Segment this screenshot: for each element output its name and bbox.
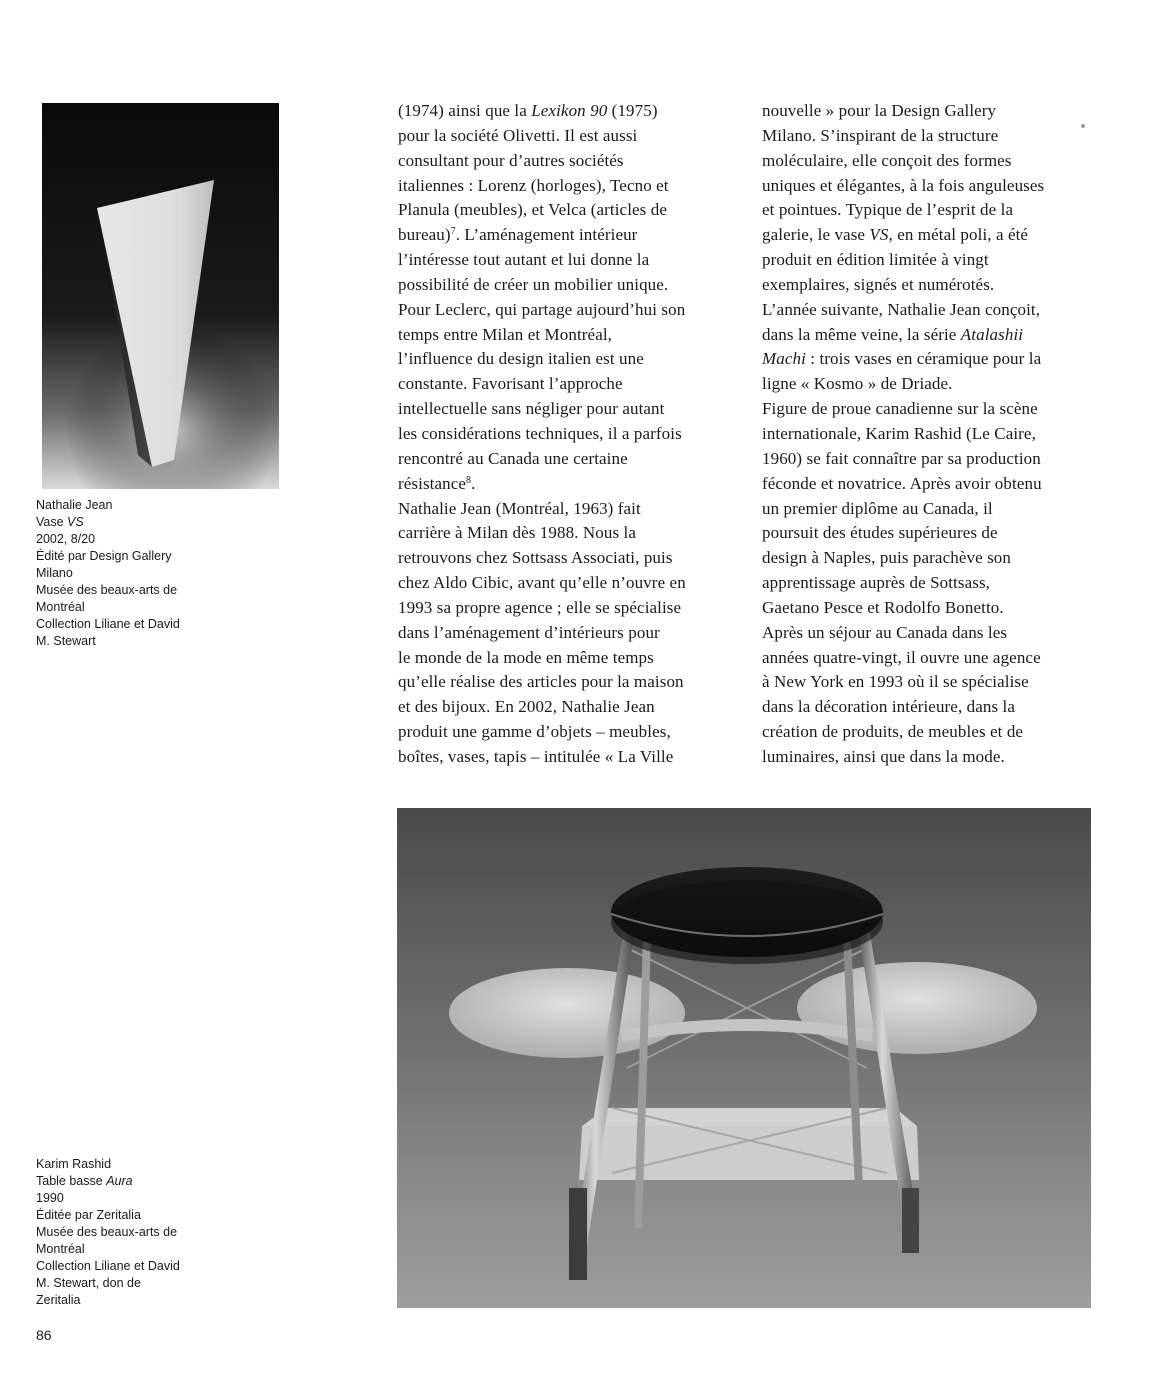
text-line: boîtes, vases, tapis – intitulée « La Ville — [398, 746, 674, 766]
aura-table-image — [397, 808, 1091, 1308]
text-line: 1960) se fait connaître par sa production — [762, 448, 1041, 468]
caption-date: 1990 — [36, 1191, 64, 1205]
text-line: uniques et élégantes, à la fois anguleuses — [762, 175, 1045, 195]
text-line: italiennes : Lorenz (horloges), Tecno et — [398, 175, 669, 195]
caption-collection-cont: Zeritalia — [36, 1293, 81, 1307]
text-line: Gaetano Pesce et Rodolfo Bonetto. — [762, 597, 1004, 617]
footnote-ref: 8 — [466, 474, 472, 486]
caption-collection: Collection Liliane et David — [36, 1259, 180, 1273]
aura-table-caption — [36, 1156, 206, 1309]
text-line: nouvelle » pour la Design Gallery — [762, 101, 997, 120]
caption-title-prefix: Table basse — [36, 1174, 107, 1188]
caption-date: 2002, 8/20 — [36, 532, 96, 546]
text-line: l’intéresse tout autant et lui donne la — [398, 250, 650, 270]
text-line: Après un séjour au Canada dans les — [762, 622, 1008, 642]
text-line: rencontré au Canada une certaine — [398, 448, 628, 468]
text-line: luminaires, ainsi que dans la mode. — [762, 746, 1005, 766]
caption-title — [36, 1173, 206, 1190]
text-line: constante. Favorisant l’approche — [398, 374, 623, 394]
text-line: internationale, Karim Rashid (Le Caire, — [762, 423, 1036, 443]
footnote-ref: 7 — [450, 226, 456, 238]
caption-collection-cont: M. Stewart — [36, 634, 96, 648]
text-line: les considérations techniques, il a parfois — [398, 423, 682, 443]
text-line: intellectuelle sans négliger pour autant — [398, 399, 665, 419]
text-line: et pointues. Typique de l’esprit de la — [762, 200, 1014, 220]
text-line: apprentissage auprès de Sottsass, — [762, 573, 991, 593]
caption-editor: Éditée par Zeritalia — [36, 1208, 141, 1222]
text-line: (1974) ainsi que la Lexikon 90 (1975) — [398, 101, 658, 120]
text-line: produit en édition limitée à vingt — [762, 250, 989, 270]
caption-artist: Nathalie Jean — [36, 498, 113, 512]
text-line: dans l’aménagement d’intérieurs pour — [398, 622, 660, 642]
text-line: Pour Leclerc, qui partage aujourd’hui son — [398, 299, 686, 319]
text-line: produit une gamme d’objets – meubles, — [398, 722, 671, 742]
text-line: retrouvons chez Sottsass Associati, puis — [398, 548, 673, 568]
text-line: possibilité de créer un mobilier unique. — [398, 274, 669, 294]
text-line: carrière à Milan dès 1988. Nous la — [398, 523, 637, 543]
text-line: temps entre Milan et Montréal, — [398, 324, 613, 344]
caption-title — [36, 514, 206, 531]
text-line: moléculaire, elle conçoit des formes — [762, 150, 1012, 170]
text-line: années quatre-vingt, il ouvre une agence — [762, 647, 1041, 667]
text-line: résistance$^8$. — [398, 473, 476, 493]
caption-collection: Collection Liliane et David — [36, 617, 180, 631]
caption-museum-cont: Montréal — [36, 600, 85, 614]
vase-caption — [36, 497, 206, 650]
text-line: Figure de proue canadienne sur la scène — [762, 399, 1038, 419]
text-line: design à Naples, puis parachève son — [762, 548, 1011, 568]
text-line: Nathalie Jean (Montréal, 1963) fait — [398, 498, 641, 518]
page-number: 86 — [36, 1327, 52, 1343]
caption-museum-cont: Montréal — [36, 1242, 85, 1256]
text-line: un premier diplôme au Canada, il — [762, 498, 993, 518]
text-line: pour la société Olivetti. Il est aussi — [398, 125, 638, 145]
caption-title-italic: Aura — [106, 1174, 133, 1188]
caption-editor-cont: Milano — [36, 566, 73, 580]
caption-museum: Musée des beaux-arts de — [36, 1225, 178, 1239]
text-line: L’année suivante, Nathalie Jean conçoit, — [762, 299, 1041, 319]
caption-museum: Musée des beaux-arts de — [36, 583, 178, 597]
text-line: 1993 sa propre agence ; elle se spécialise — [398, 597, 682, 617]
caption-collection-cont: M. Stewart, don de — [36, 1276, 141, 1290]
text-line: dans la même veine, la série Atalashii — [762, 324, 1024, 344]
text-line: féconde et novatrice. Après avoir obtenu — [762, 473, 1042, 493]
vase-vs-photo — [42, 103, 279, 489]
body-text-left-column — [398, 99, 743, 770]
text-line: création de produits, de meubles et de — [762, 722, 1024, 742]
text-line: Machi : trois vases en céramique pour la — [762, 349, 1042, 369]
text-line: le monde de la mode en même temps — [398, 647, 654, 667]
text-line: galerie, le vase VS, en métal poli, a été — [762, 225, 1029, 245]
caption-title-prefix: Vase — [36, 515, 68, 529]
text-line: dans la décoration intérieure, dans la — [762, 697, 1016, 717]
text-line: Milano. S’inspirant de la structure — [762, 125, 999, 145]
text-line: et des bijoux. En 2002, Nathalie Jean — [398, 697, 655, 717]
text-line: l’influence du design italien est une — [398, 349, 644, 369]
body-text-right-column — [762, 99, 1102, 770]
caption-title-italic: VS — [67, 515, 84, 529]
text-line: exemplaires, signés et numérotés. — [762, 274, 995, 294]
caption-editor: Édité par Design Gallery — [36, 549, 172, 563]
text-line: chez Aldo Cibic, avant qu’elle n’ouvre en — [398, 573, 686, 593]
text-line: qu’elle réalise des articles pour la maison — [398, 672, 684, 692]
text-line: consultant pour d’autres sociétés — [398, 150, 624, 170]
margin-dot — [1081, 124, 1085, 128]
vase-vs-image — [42, 103, 279, 489]
text-line: à New York en 1993 où il se spécialise — [762, 672, 1029, 692]
text-line: bureau)$^7$. L’aménagement intérieur — [398, 225, 638, 245]
aura-table-photo — [397, 808, 1091, 1308]
text-line: ligne « Kosmo » de Driade. — [762, 374, 953, 394]
text-line: Planula (meubles), et Velca (articles de — [398, 200, 667, 220]
caption-artist: Karim Rashid — [36, 1157, 112, 1171]
text-line: poursuit des études supérieures de — [762, 523, 998, 543]
